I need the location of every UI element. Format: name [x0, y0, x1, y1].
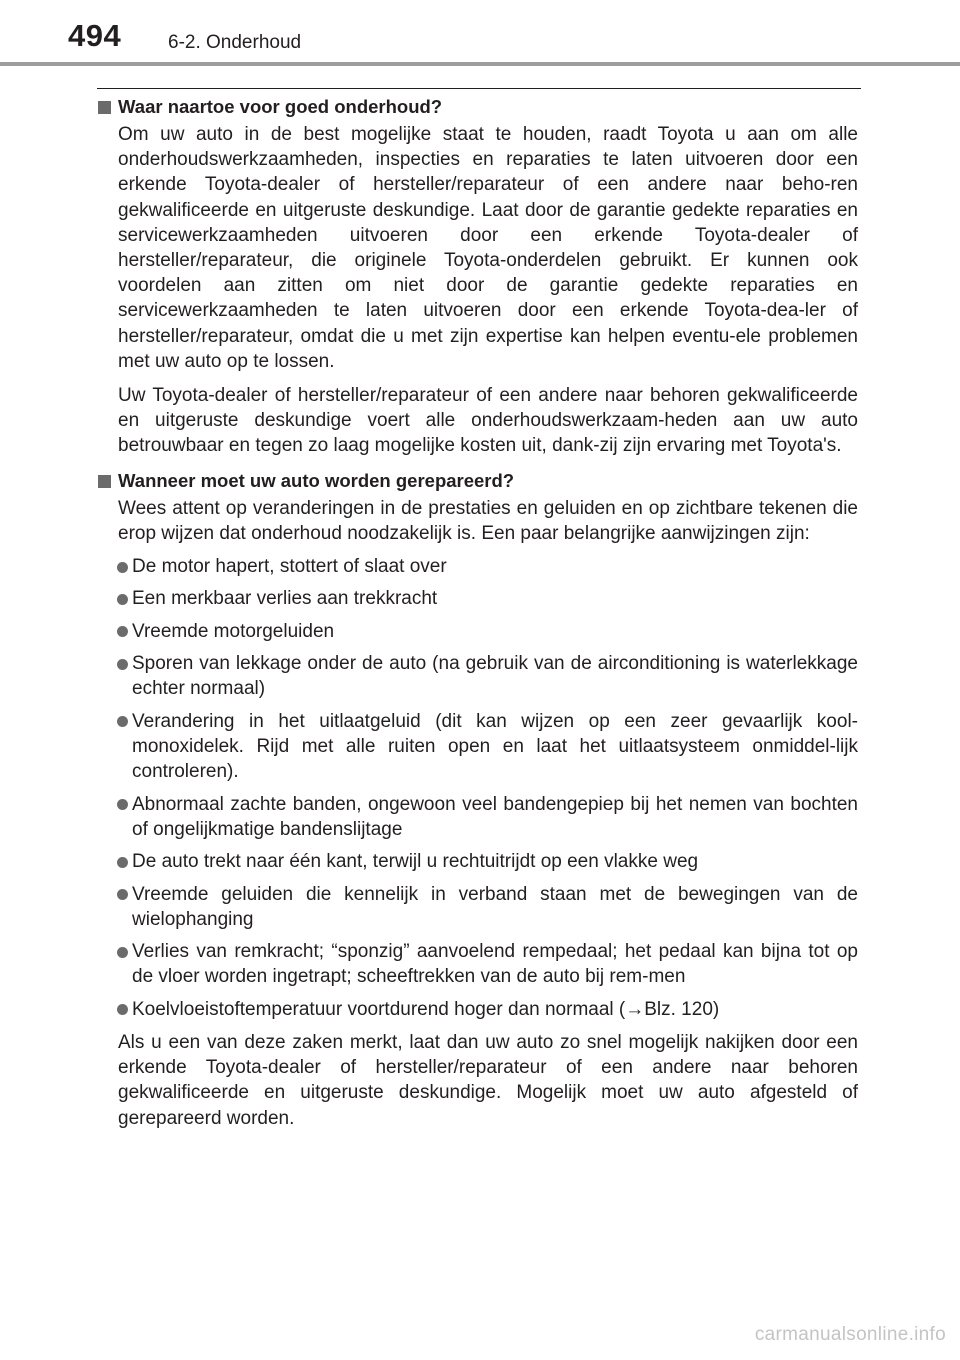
list-item-text: Abnormaal zachte banden, ongewoon veel bandengepiep bij het nemen van bochten of ongelijkmatige bandenslijtage [132, 793, 858, 840]
list-item [0, 792, 858, 842]
list-item [0, 651, 858, 701]
circle-bullet-icon [117, 1004, 128, 1015]
list-item-text: Vreemde geluiden die kennelijk in verband staan met de bewegingen van de wielophanging [132, 883, 858, 930]
section-heading-when-repair [0, 468, 860, 494]
page-header [0, 0, 960, 66]
circle-bullet-icon [117, 626, 128, 637]
circle-bullet-icon [117, 889, 128, 900]
list-item-text: Koelvloeistoftemperatuur voortdurend hoger dan normaal (→Blz. 120) [132, 998, 720, 1020]
heading-text: Wanneer moet uw auto worden gerepareerd? [118, 469, 515, 491]
square-bullet-icon [98, 475, 111, 488]
circle-bullet-icon [117, 562, 128, 573]
circle-bullet-icon [117, 594, 128, 605]
circle-bullet-icon [117, 659, 128, 670]
watermark-text: carmanualsonline.info [754, 1324, 946, 1345]
list-item [0, 619, 858, 644]
page-number: 494 [68, 18, 122, 53]
symptom-list [0, 554, 960, 1022]
list-item [0, 709, 858, 785]
paragraph: Om uw auto in de best mogelijke staat te houden, raadt Toyota u aan om alle onderhoudswerkzaamheden, inspecties en reparaties te laten uitvoeren door een erkende Toyota-dealer of hersteller/reparateur of een andere naar beho-ren gekwalificeerde en uitgeruste deskundige. Laat door de garantie gedekte reparaties en servicewerkzaamheden uitvoeren door een erkende Toyota-dealer of hersteller/reparateur, die originele Toyota-onderdelen gebruikt. Er kunnen ook voordelen aan zitten om niet door de garantie gedekte reparaties en servicewerkzaamheden te laten uitvoeren door een erkende Toyota-dea-ler of hersteller/reparateur, omdat die u met zijn expertise kan helpen eventu-ele problemen met uw auto op te lossen. [118, 124, 858, 372]
list-item-text: Verlies van remkracht; “sponzig” aanvoelend rempedaal; het pedaal kan bijna tot op de vloer worden ingetrapt; scheeftrekken van de auto bij rem-men [132, 941, 858, 988]
list-item-text: Een merkbaar verlies aan trekkracht [132, 588, 438, 610]
paragraph: Als u een van deze zaken merkt, laat dan uw auto zo snel mogelijk nakijken door een erkende Toyota-dealer of hersteller/reparateur of een andere naar behoren gekwalificeerde en uitgeruste deskundige. Mogelijk moet uw auto afgesteld of gerepareerd worden. [118, 1031, 858, 1129]
circle-bullet-icon [117, 857, 128, 868]
list-item [0, 586, 858, 611]
list-item-text: Verandering in het uitlaatgeluid (dit kan wijzen op een zeer gevaarlijk kool-monoxidelek. Rijd met alle ruiten open en laat het uitlaatsysteem onmiddel-lijk controleren). [132, 710, 858, 783]
list-item [0, 849, 858, 874]
paragraph: Uw Toyota-dealer of hersteller/reparateur of een andere naar behoren gekwalificeerde en uitgeruste deskundige voert alle onderhoudswerkzaam-heden aan uw auto betrouwbaar en tegen zo laag mogelijke kosten uit, dank-zij zijn ervaring met Toyota's. [118, 385, 858, 457]
heading-text: Waar naartoe voor goed onderhoud? [118, 96, 443, 117]
section-title: 6-2. Onderhoud [168, 32, 302, 53]
list-item-text: De motor hapert, stottert of slaat over [132, 556, 447, 578]
list-item-text: Vreemde motorgeluiden [132, 620, 335, 642]
circle-bullet-icon [117, 716, 128, 727]
section-heading-maintenance-location [0, 94, 860, 120]
circle-bullet-icon [117, 799, 128, 810]
circle-bullet-icon [117, 947, 128, 958]
list-item [0, 882, 858, 932]
square-bullet-icon [98, 101, 111, 114]
list-item [0, 939, 858, 989]
header-rule [0, 62, 960, 66]
paragraph: Wees attent op veranderingen in de prestaties en geluiden en op zichtbare tekenen die erop wijzen dat onderhoud noodzakelijk is. Een paar belangrijke aanwijzingen zijn: [118, 497, 858, 544]
list-item-text: Sporen van lekkage onder de auto (na gebruik van de airconditioning is waterlekkage echter normaal) [132, 653, 858, 700]
list-item-text: De auto trekt naar één kant, terwijl u rechtuitrijdt op een vlakke weg [132, 851, 699, 873]
page-content [0, 94, 960, 1131]
list-item [0, 554, 858, 579]
list-item [0, 997, 858, 1022]
divider-rule [97, 88, 861, 89]
